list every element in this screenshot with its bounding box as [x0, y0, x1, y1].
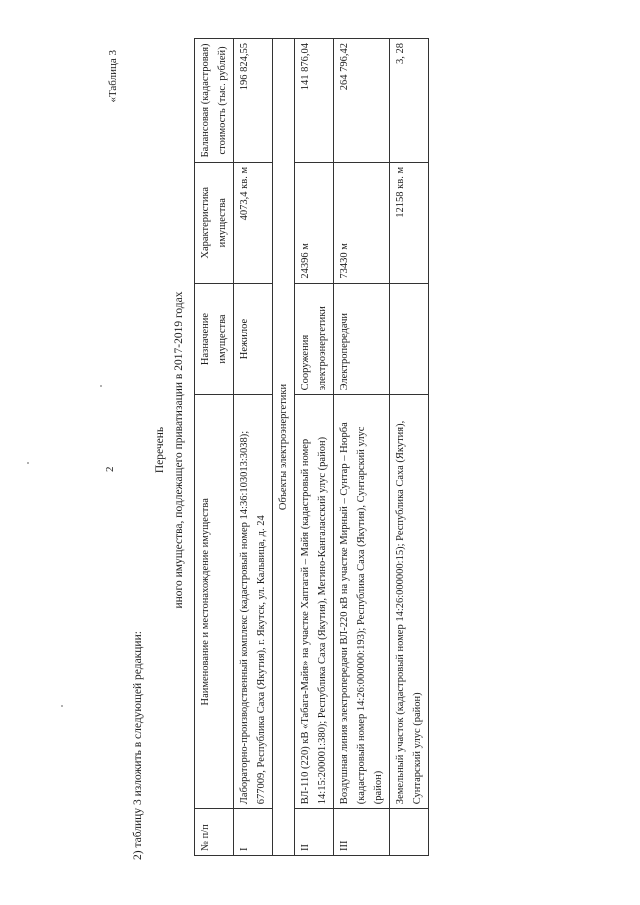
- row-num: [390, 809, 429, 856]
- row-num: III: [334, 809, 390, 856]
- scan-speck: [27, 462, 29, 464]
- row-name: ВЛ-110 (220) кВ «Табага-Майя» на участке Хаптагай – Майя (кадастровый номер 14:15:200001:380); Республика Саха (Якутия), Мегино-Кангаласский улус (район): [295, 395, 334, 809]
- row-cost: 196 824,55: [234, 39, 273, 163]
- row-purpose: Нежилое: [234, 283, 273, 395]
- row-cost: 141 876,04: [295, 39, 334, 163]
- row-purpose: Электропередачи: [334, 283, 390, 395]
- scan-speck: [61, 705, 63, 707]
- header-characteristics: Характеристика имущества: [195, 162, 234, 283]
- row-characteristics: 4073,4 кв. м: [234, 162, 273, 283]
- row-characteristics: 12158 кв. м: [390, 162, 429, 283]
- header-cost: Балансовая (кадастровая) стоимость (тыс. рублей): [195, 39, 234, 163]
- table-header-row: [195, 39, 234, 856]
- intro-text: 2) таблицу 3 изложить в следующей редакции:: [132, 631, 144, 860]
- row-characteristics: 73430 м: [334, 162, 390, 283]
- row-name: Земельный участок (кадастровый номер 14:26:000000:15); Республика Саха (Якутия), Сунтарский улус (район): [390, 395, 429, 809]
- table-row: [390, 39, 429, 856]
- row-name: Воздушная линия электропередачи ВЛ-220 кВ на участке Мирный – Сунтар – Нюрба (кадастровый номер 14:26:000000:193); Республика Саха (Якутия), Сунтарский улус (район): [334, 395, 390, 809]
- section-energy: Объекты электроэнергетики: [273, 39, 295, 856]
- scan-speck: [100, 385, 102, 387]
- page-number: 2: [104, 466, 116, 472]
- row-name: Лабораторно-производственный комплекс (кадастровый номер 14:36:103013:3038); 677009, Республика Саха (Якутия), г. Якутск, ул. Кальвица, д. 24: [234, 395, 273, 809]
- table-row: [234, 39, 273, 856]
- row-num: I: [234, 809, 273, 856]
- row-cost: 3, 28: [390, 39, 429, 163]
- section-row: [273, 39, 295, 856]
- property-table: [194, 38, 429, 856]
- row-purpose: Сооружения электроэнергетики: [295, 283, 334, 395]
- header-purpose: Назначение имущества: [195, 283, 234, 395]
- list-title: Перечень: [154, 426, 166, 474]
- rotated-content: [30, 30, 590, 870]
- header-num: № п/п: [195, 809, 234, 856]
- row-cost: 264 796,42: [334, 39, 390, 163]
- row-num: II: [295, 809, 334, 856]
- table-row: [334, 39, 390, 856]
- table-reference: «Таблица 3: [107, 50, 119, 103]
- header-name: Наименование и местонахождение имущества: [195, 395, 234, 809]
- row-purpose: [390, 283, 429, 395]
- row-characteristics: 24396 м: [295, 162, 334, 283]
- table-row: [295, 39, 334, 856]
- list-subtitle: иного имущества, подлежащего приватизации в 2017-2019 годах: [173, 291, 185, 609]
